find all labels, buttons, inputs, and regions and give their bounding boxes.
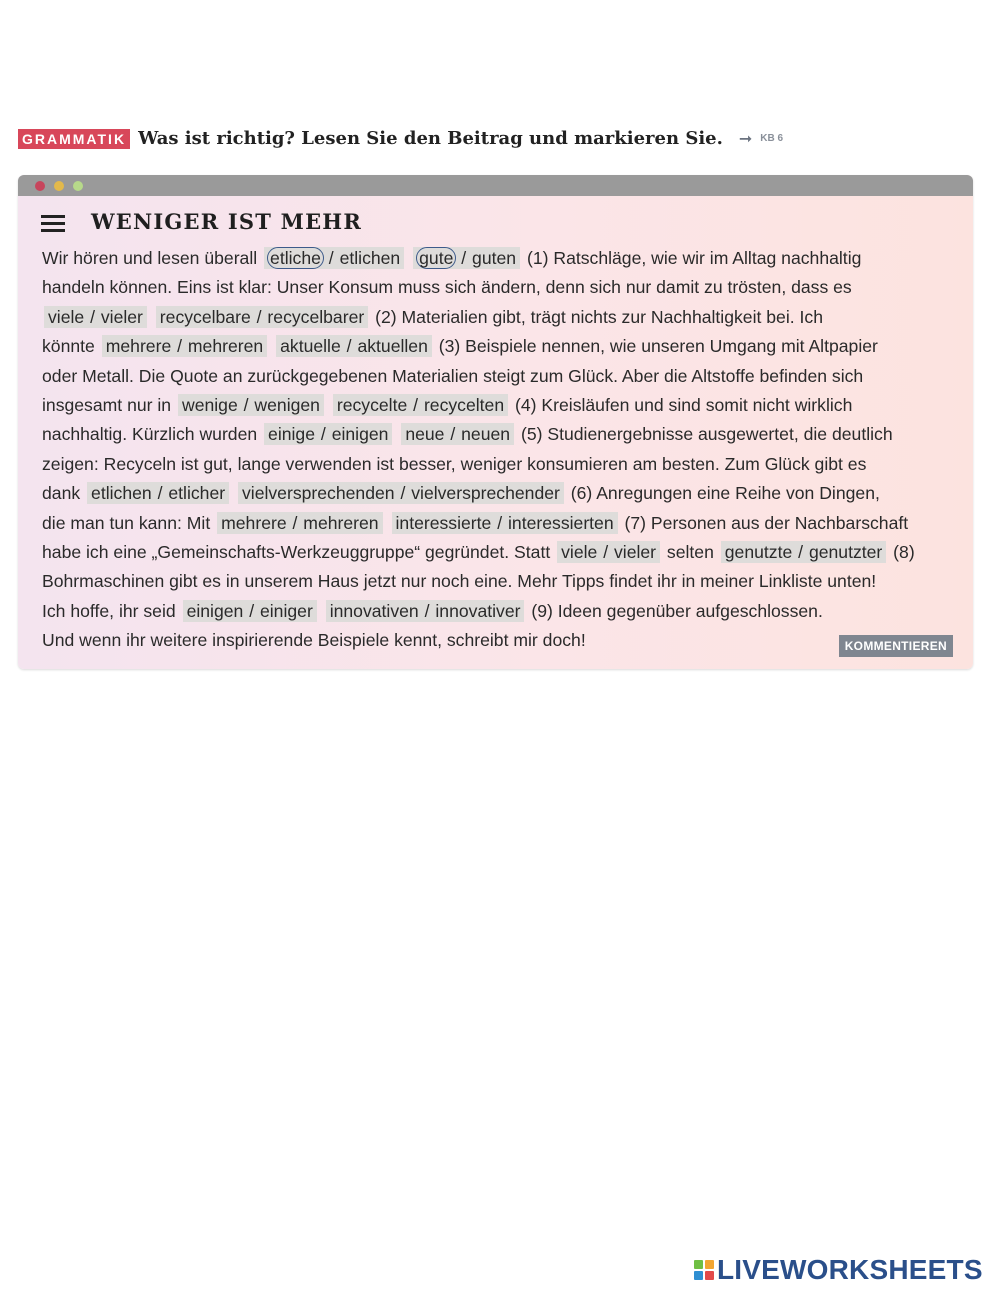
text-segment: [406, 248, 411, 268]
option-separator: /: [445, 424, 461, 445]
choice-gap: [238, 482, 564, 504]
text-segment: Ich hoffe, ihr seid: [42, 600, 181, 621]
grammar-tag: GRAMMATIK: [18, 129, 130, 149]
option-separator: /: [419, 600, 435, 621]
choice-option[interactable]: interessierten: [508, 512, 614, 533]
hamburger-menu-icon[interactable]: [41, 215, 65, 233]
choice-option[interactable]: mehreren: [187, 336, 264, 357]
choice-option[interactable]: einiger: [259, 600, 313, 621]
text-line: [42, 626, 962, 655]
option-separator: /: [287, 512, 303, 533]
text-line: [42, 509, 962, 538]
choice-option[interactable]: innovativer: [435, 600, 521, 621]
text-line: [42, 420, 962, 449]
text-line: [42, 362, 962, 391]
choice-gap: [102, 335, 268, 357]
option-separator: /: [152, 483, 168, 504]
text-line: [42, 273, 962, 302]
text-segment: oder Metall. Die Quote an zurückgegebenen Materialien steigt zum Glück. Aber die Altstoffe befinden sich: [42, 365, 864, 386]
text-segment: insgesamt nur in: [42, 394, 176, 415]
maximize-dot-icon: [73, 181, 83, 191]
text-line: [42, 303, 962, 332]
choice-gap: [44, 306, 147, 328]
choice-gap: [217, 512, 383, 534]
choice-option[interactable]: mehrere: [105, 336, 172, 357]
text-segment: [385, 513, 390, 533]
instruction-text: Was ist richtig? Lesen Sie den Beitrag und markieren Sie.: [138, 128, 723, 149]
kb-reference: KB 6: [760, 133, 784, 144]
choice-option[interactable]: neue: [405, 424, 445, 445]
choice-option[interactable]: etlichen: [91, 483, 152, 504]
text-segment: nachhaltig. Kürzlich wurden: [42, 424, 263, 445]
post-title: WENIGER IST MEHR: [91, 209, 362, 234]
text-segment: (7) Personen aus der Nachbarschaft: [619, 512, 909, 533]
choice-option[interactable]: etliche: [267, 247, 324, 269]
option-separator: /: [85, 306, 100, 327]
option-separator: /: [323, 248, 339, 268]
text-line: [42, 244, 962, 273]
text-segment: (3) Beispiele nennen, wie unseren Umgang mit Altpapier: [433, 336, 878, 357]
choice-option[interactable]: vieler: [100, 306, 143, 327]
text-segment: [326, 395, 331, 415]
text-segment: [269, 336, 274, 356]
option-separator: /: [408, 394, 423, 415]
choice-option[interactable]: mehreren: [303, 512, 379, 533]
choice-gap: [276, 335, 432, 357]
text-line: [42, 450, 962, 479]
choice-option[interactable]: innovativen: [329, 600, 419, 621]
liveworksheets-logo: [694, 1254, 983, 1286]
text-segment: handeln können. Eins ist klar: Unser Konsum muss sich ändern, denn sich nur damit zu trösten, dass es: [42, 277, 852, 298]
text-segment: Bohrmaschinen gibt es in unserem Haus jetzt nur noch eine. Mehr Tipps findet ihr in meiner Linkliste unten!: [42, 571, 877, 592]
comment-button[interactable]: KOMMENTIEREN: [839, 635, 953, 657]
choice-option[interactable]: aktuelle: [280, 336, 341, 357]
option-separator: /: [172, 336, 187, 357]
choice-option[interactable]: recycelte: [336, 394, 408, 415]
text-segment: (2) Materialien gibt, trägt nichts zur Nachhaltigkeit bei. Ich: [370, 306, 823, 327]
post-body: [42, 244, 962, 655]
logo-text: LIVEWORKSHEETS: [717, 1254, 983, 1285]
choice-option[interactable]: recycelbarer: [267, 306, 365, 327]
choice-option[interactable]: einigen: [186, 600, 244, 621]
text-segment: selten: [662, 541, 719, 562]
close-dot-icon: [35, 181, 45, 191]
arrow-icon: ➞: [738, 130, 753, 148]
text-segment: (8): [888, 541, 915, 562]
choice-gap: [156, 306, 368, 328]
choice-gap: [721, 541, 887, 563]
choice-option[interactable]: wenige: [181, 394, 238, 415]
text-line: [42, 538, 962, 567]
window-titlebar: [18, 175, 973, 196]
text-segment: (1) Ratschläge, wie wir im Alltag nachhaltig: [522, 248, 862, 268]
choice-option[interactable]: etlichen: [339, 248, 401, 268]
text-line: [42, 597, 962, 626]
text-segment: dank: [42, 483, 86, 504]
choice-option[interactable]: vielversprechender: [411, 483, 560, 504]
option-separator: /: [793, 541, 808, 562]
choice-gap: [326, 600, 525, 622]
text-line: [42, 332, 962, 361]
text-segment: (9) Ideen gegenüber aufgeschlossen.: [526, 600, 823, 621]
choice-gap: [183, 600, 317, 622]
exercise-header: [18, 128, 783, 149]
option-separator: /: [456, 248, 472, 268]
option-separator: /: [244, 600, 259, 621]
choice-gap: [178, 394, 324, 416]
choice-option[interactable]: guten: [472, 248, 517, 268]
choice-option[interactable]: genutzte: [724, 541, 793, 562]
text-segment: [231, 483, 236, 503]
choice-option[interactable]: neuen: [461, 424, 511, 445]
choice-option[interactable]: wenigen: [254, 394, 320, 415]
text-line: [42, 479, 962, 508]
text-segment: Wir hören und lesen überall: [42, 248, 263, 268]
choice-gap: [557, 541, 660, 563]
option-separator: /: [316, 424, 331, 445]
text-segment: (5) Studienergebnisse ausgewertet, die deutlich: [516, 424, 893, 445]
choice-gap: [392, 512, 618, 534]
choice-gap: [87, 482, 229, 504]
option-separator: /: [251, 306, 267, 327]
minimize-dot-icon: [54, 181, 64, 191]
blog-window: [18, 175, 973, 669]
choice-option[interactable]: vielversprechenden: [241, 483, 395, 504]
option-separator: /: [598, 541, 613, 562]
choice-option[interactable]: gute: [416, 247, 456, 269]
option-separator: /: [395, 483, 411, 504]
option-separator: /: [341, 336, 357, 357]
choice-gap: [413, 247, 520, 269]
text-line: [42, 391, 962, 420]
option-separator: /: [492, 512, 508, 533]
text-segment: habe ich eine „Gemeinschafts-Werkzeuggruppe“ gegründet. Statt: [42, 541, 556, 562]
text-segment: (4) Kreisläufen und sind somit nicht wirklich: [510, 394, 853, 415]
text-segment: Und wenn ihr weitere inspirierende Beispiele kennt, schreibt mir doch!: [42, 630, 586, 651]
text-line: [42, 567, 962, 596]
text-segment: [149, 307, 154, 327]
choice-option[interactable]: viele: [48, 306, 85, 327]
choice-option[interactable]: einige: [268, 424, 316, 445]
choice-option[interactable]: mehrere: [221, 512, 287, 533]
choice-gap: [264, 423, 392, 445]
option-separator: /: [238, 394, 254, 415]
text-segment: (6) Anregungen eine Reihe von Dingen,: [565, 483, 880, 504]
text-segment: könnte: [42, 336, 100, 357]
choice-gap: [333, 394, 508, 416]
choice-option[interactable]: interessierte: [395, 512, 492, 533]
choice-option[interactable]: genutzter: [808, 541, 883, 562]
text-segment: [394, 424, 399, 444]
choice-option[interactable]: etlicher: [168, 483, 226, 504]
text-segment: [319, 601, 324, 621]
choice-option[interactable]: aktuellen: [357, 336, 428, 357]
choice-option[interactable]: vieler: [613, 541, 657, 562]
choice-gap: [264, 247, 404, 269]
text-segment: zeigen: Recyceln ist gut, lange verwenden ist besser, weniger konsumieren am besten. Zum Glück gibt es: [42, 453, 867, 474]
choice-gap: [401, 423, 514, 445]
text-segment: die man tun kann: Mit: [42, 512, 216, 533]
logo-mark-icon: [694, 1260, 714, 1280]
choice-option[interactable]: einigen: [331, 424, 389, 445]
choice-option[interactable]: viele: [561, 541, 598, 562]
choice-option[interactable]: recycelten: [423, 394, 505, 415]
choice-option[interactable]: recycelbare: [159, 306, 251, 327]
